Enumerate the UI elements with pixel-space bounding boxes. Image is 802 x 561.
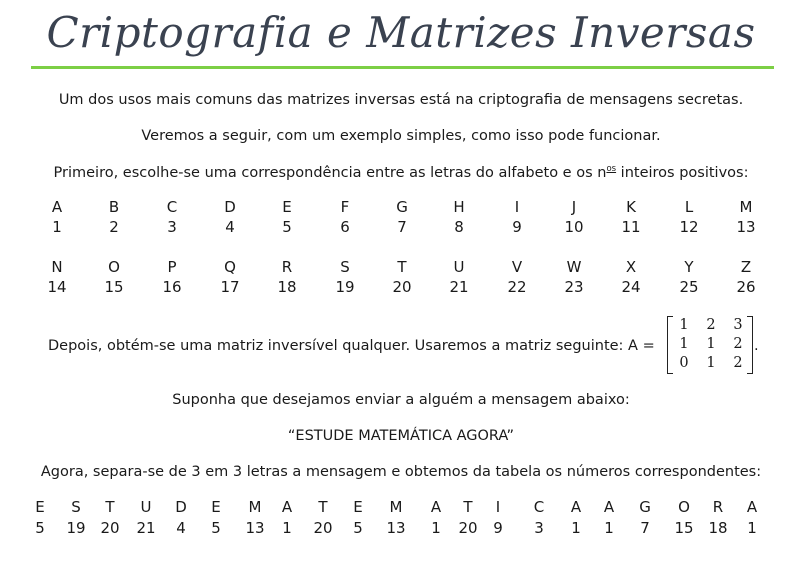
sequence-number: 1	[282, 519, 292, 537]
matrix-paragraph: Depois, obtém-se uma matriz inversível qualquer. Usaremos a matriz seguinte: A =	[48, 338, 655, 354]
alphabet-number: 18	[277, 278, 297, 296]
alphabet-number: 15	[104, 278, 124, 296]
correspondence-paragraph	[0, 164, 802, 181]
alphabet-number: 22	[507, 278, 527, 296]
sequence-letter: T	[105, 498, 115, 516]
ordinal-superscript: os	[606, 164, 617, 174]
alphabet-number: 24	[621, 278, 641, 296]
alphabet-number: 12	[679, 218, 699, 236]
alphabet-number: 2	[109, 218, 119, 236]
sequence-letter: E	[35, 498, 45, 516]
sequence-letter: T	[463, 498, 473, 516]
matrix-cell: 1	[706, 336, 716, 352]
sequence-letter: R	[712, 498, 724, 516]
alphabet-number: 8	[454, 218, 464, 236]
alphabet-number: 19	[335, 278, 355, 296]
matrix-cell: 2	[733, 355, 743, 371]
alphabet-letter: S	[340, 258, 350, 276]
sequence-number: 5	[353, 519, 363, 537]
sequence-letter: M	[248, 498, 262, 516]
matrix-left-bracket	[667, 316, 673, 374]
sequence-letter: U	[140, 498, 152, 516]
alphabet-letter: A	[51, 198, 63, 216]
matrix-row	[675, 354, 747, 372]
alphabet-letter: L	[684, 198, 694, 216]
alphabet-number: 10	[564, 218, 584, 236]
sequence-letter: E	[211, 498, 221, 516]
alphabet-letter: W	[566, 258, 582, 276]
sequence-number: 15	[674, 519, 694, 537]
alphabet-number: 13	[736, 218, 756, 236]
alphabet-number: 9	[512, 218, 522, 236]
alphabet-letter: C	[166, 198, 178, 216]
title-underline	[31, 66, 774, 69]
sequence-number: 21	[136, 519, 156, 537]
sequence-number: 18	[708, 519, 728, 537]
alphabet-letter: D	[224, 198, 236, 216]
matrix-a	[667, 316, 753, 374]
suppose-paragraph: Suponha que desejamos enviar a alguém a mensagem abaixo:	[172, 392, 630, 408]
alphabet-number: 26	[736, 278, 756, 296]
matrix-cell: 1	[679, 317, 689, 333]
alphabet-number: 25	[679, 278, 699, 296]
sequence-number: 20	[458, 519, 478, 537]
sequence-number: 5	[211, 519, 221, 537]
alphabet-number: 16	[162, 278, 182, 296]
alphabet-letter: Z	[740, 258, 752, 276]
matrix-cell: 3	[733, 317, 743, 333]
sequence-letter: E	[353, 498, 363, 516]
alphabet-number: 23	[564, 278, 584, 296]
alphabet-letter: R	[281, 258, 293, 276]
sequence-number: 1	[604, 519, 614, 537]
sequence-number: 1	[747, 519, 757, 537]
alphabet-number: 11	[621, 218, 641, 236]
alphabet-letter: H	[453, 198, 465, 216]
alphabet-letter: E	[282, 198, 292, 216]
sequence-number: 19	[66, 519, 86, 537]
matrix-row	[675, 316, 747, 334]
alphabet-letter: Q	[224, 258, 236, 276]
sequence-letter: O	[678, 498, 690, 516]
alphabet-number: 6	[340, 218, 350, 236]
sequence-letter: M	[389, 498, 403, 516]
intro-paragraph: Um dos usos mais comuns das matrizes inversas está na criptografia de mensagens secretas.	[58, 92, 744, 108]
matrix-cell: 2	[733, 336, 743, 352]
sequence-letter: S	[71, 498, 81, 516]
alphabet-number: 3	[167, 218, 177, 236]
page-title: Criptografia e Matrizes Inversas	[46, 8, 756, 57]
sequence-letter: A	[603, 498, 615, 516]
sequence-letter: I	[495, 498, 501, 516]
sequence-letter: A	[430, 498, 442, 516]
alphabet-number: 14	[47, 278, 67, 296]
alphabet-number: 5	[282, 218, 292, 236]
alphabet-letter: K	[626, 198, 636, 216]
sequence-number: 7	[640, 519, 650, 537]
alphabet-letter: X	[625, 258, 637, 276]
sequence-letter: A	[746, 498, 758, 516]
alphabet-letter: G	[396, 198, 408, 216]
matrix-cell: 0	[679, 355, 689, 371]
alphabet-letter: P	[167, 258, 177, 276]
sequence-letter: D	[175, 498, 187, 516]
matrix-period: .	[754, 338, 759, 354]
correspondence-text-post: inteiros positivos:	[616, 165, 749, 181]
alphabet-number: 4	[225, 218, 235, 236]
sequence-number: 9	[493, 519, 503, 537]
sequence-number: 1	[571, 519, 581, 537]
sequence-number: 1	[431, 519, 441, 537]
sequence-number: 5	[35, 519, 45, 537]
alphabet-letter: F	[340, 198, 350, 216]
alphabet-number: 20	[392, 278, 412, 296]
sequence-number: 13	[386, 519, 406, 537]
sequence-letter: C	[533, 498, 545, 516]
sequence-number: 3	[534, 519, 544, 537]
sequence-number: 20	[313, 519, 333, 537]
alphabet-letter: T	[397, 258, 407, 276]
correspondence-text-pre: Primeiro, escolhe-se uma correspondência entre as letras do alfabeto e os n	[53, 165, 607, 181]
matrix-row	[675, 335, 747, 353]
alphabet-letter: I	[514, 198, 520, 216]
alphabet-letter: Y	[684, 258, 694, 276]
alphabet-letter: J	[571, 198, 577, 216]
sequence-letter: T	[318, 498, 328, 516]
message-quote: “ESTUDE MATEMÁTICA AGORA”	[287, 428, 515, 444]
sequence-number: 4	[176, 519, 186, 537]
sequence-number: 13	[245, 519, 265, 537]
alphabet-letter: O	[108, 258, 120, 276]
sequence-letter: A	[570, 498, 582, 516]
sequence-letter: A	[281, 498, 293, 516]
example-paragraph: Veremos a seguir, com um exemplo simples, como isso pode funcionar.	[141, 128, 661, 144]
separate-paragraph: Agora, separa-se de 3 em 3 letras a mensagem e obtemos da tabela os números correspondentes:	[40, 464, 762, 480]
alphabet-number: 17	[220, 278, 240, 296]
alphabet-letter: B	[108, 198, 120, 216]
alphabet-letter: N	[51, 258, 63, 276]
matrix-cell: 1	[706, 355, 716, 371]
alphabet-number: 21	[449, 278, 469, 296]
alphabet-letter: M	[739, 198, 753, 216]
matrix-cell: 2	[706, 317, 716, 333]
sequence-letter: G	[639, 498, 651, 516]
matrix-cell: 1	[679, 336, 689, 352]
alphabet-number: 7	[397, 218, 407, 236]
sequence-number: 20	[100, 519, 120, 537]
alphabet-letter: V	[511, 258, 523, 276]
matrix-right-bracket	[747, 316, 753, 374]
alphabet-letter: U	[453, 258, 465, 276]
alphabet-number: 1	[52, 218, 62, 236]
